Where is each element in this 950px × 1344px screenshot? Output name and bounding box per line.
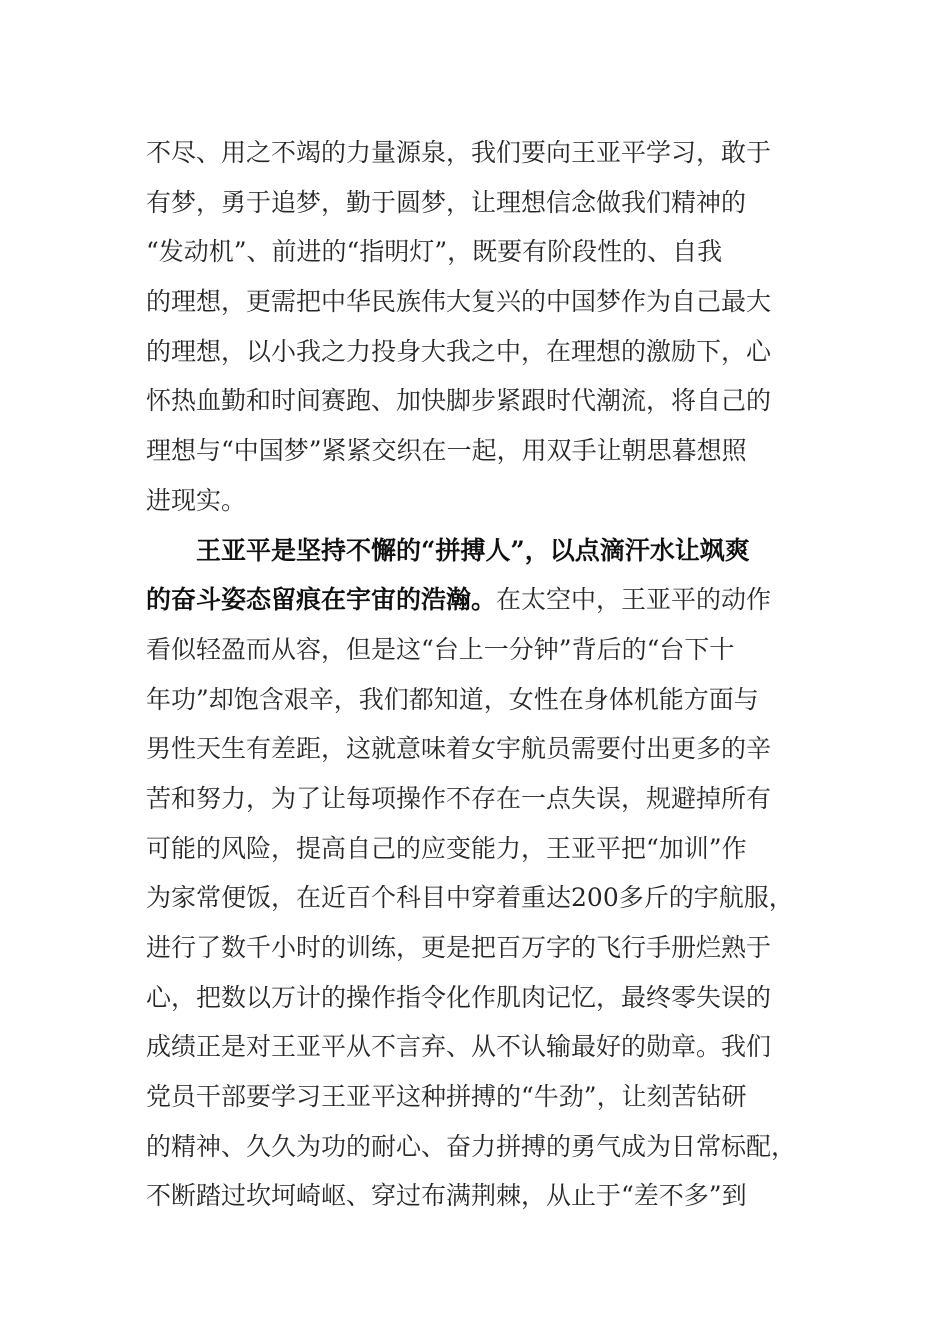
text-line: 理想与“中国梦”紧紧交织在一起，用双手让朝思暮想照: [146, 436, 747, 466]
text-line: 成绩正是对王亚平从不言弃、从不认输最好的勋章。我们: [146, 1032, 772, 1062]
text-line: 党员干部要学习王亚平这种拼搏的“牛劲”，让刻苦钻研: [146, 1082, 747, 1112]
text-line: 的理想，以小我之力投身大我之中，在理想的激励下，心: [146, 336, 772, 366]
text-line: 的理想，更需把中华民族伟大复兴的中国梦作为自己最大: [146, 287, 772, 317]
paragraph-heading-line: [146, 575, 806, 625]
paragraph-heading-line: [146, 526, 806, 576]
text-line: 男性天生有差距，这就意味着女宇航员需要付出更多的辛: [146, 734, 772, 764]
text-line: 不尽、用之不竭的力量源泉，我们要向王亚平学习，敢于: [146, 138, 772, 167]
text-line: “发动机”、前进的“指明灯”，既要有阶段性的、自我: [146, 237, 723, 267]
paragraph-1: [146, 128, 806, 526]
body-text: [146, 128, 806, 1221]
text-line: 看似轻盈而从容，但是这“台上一分钟”背后的“台下十: [146, 634, 735, 664]
text-line: 进现实。: [146, 485, 247, 515]
text-line: 年功”却饱含艰辛，我们都知道，女性在身体机能方面与: [146, 684, 759, 714]
text-line: 进行了数千小时的训练，更是把百万字的飞行手册烂熟于: [146, 933, 772, 962]
text-line: 不断踏过坎坷崎岖、穿过布满荆棘，从止于“差不多”到: [146, 1181, 747, 1211]
paragraph-heading-bold: 的奋斗姿态留痕在宇宙的浩瀚。: [146, 585, 497, 615]
paragraph-2: [146, 526, 806, 1222]
text-line: 苦和努力，为了让每项操作不存在一点失误，规避掉所有: [146, 783, 772, 813]
text-line: 心，把数以万计的操作指令化作肌肉记忆，最终零失误的: [146, 982, 772, 1012]
text-line: 怀热血勤和时间赛跑、加快脚步紧跟时代潮流，将自己的: [146, 386, 772, 416]
text-line-rest: 在太空中，王亚平的动作: [496, 585, 772, 615]
text-line: 可能的风险，提高自己的应变能力，王亚平把“加训”作: [146, 833, 747, 863]
paragraph-heading-bold: 王亚平是坚持不懈的“拼搏人”，以点滴汗水让飒爽: [196, 535, 750, 565]
text-line: 的精神、久久为功的耐心、奋力拼搏的勇气成为日常标配，: [146, 1131, 797, 1161]
text-line: 有梦，勇于追梦，勤于圆梦，让理想信念做我们精神的: [146, 187, 747, 217]
text-line: 为家常便饭，在近百个科目中穿着重达200多斤的宇航服，: [146, 883, 794, 913]
